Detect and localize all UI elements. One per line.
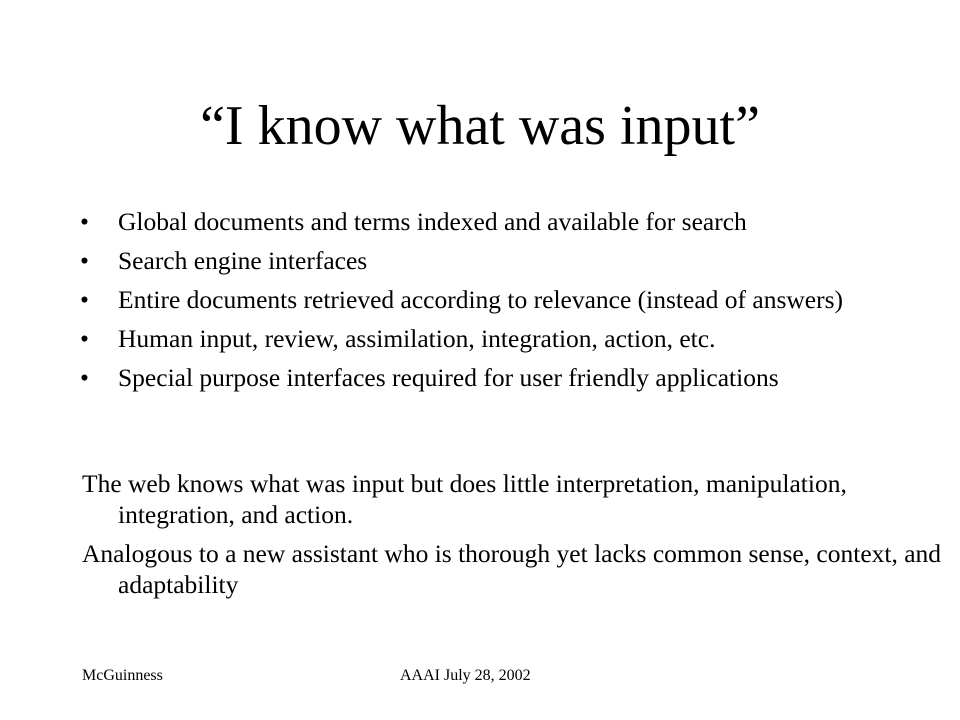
bullet-marker: •	[80, 207, 89, 236]
bullet-text: Entire documents retrieved according to relevance (instead of answers)	[118, 285, 844, 314]
bullet-text: Global documents and terms indexed and available for search	[118, 207, 747, 236]
paragraph-block	[82, 468, 942, 608]
bullet-item	[78, 362, 948, 393]
bullet-text: Human input, review, assimilation, integration, action, etc.	[118, 324, 716, 353]
bullet-marker: •	[80, 285, 89, 314]
bullet-marker: •	[80, 363, 89, 392]
bullet-marker: •	[80, 324, 89, 353]
bullet-item	[78, 206, 948, 237]
slide-title: “I know what was input”	[200, 95, 760, 157]
bullet-item	[78, 323, 948, 354]
bullet-item	[78, 245, 948, 276]
paragraph: Analogous to a new assistant who is thorough yet lacks common sense, context, and adaptability	[82, 539, 942, 599]
bullet-marker: •	[80, 246, 89, 275]
paragraph: The web knows what was input but does little interpretation, manipulation, integration, and action.	[82, 469, 847, 529]
footer-author: McGuinness	[82, 667, 163, 684]
footer-event: AAAI July 28, 2002	[400, 667, 531, 684]
bullet-text: Special purpose interfaces required for user friendly applications	[118, 363, 779, 392]
bullet-text: Search engine interfaces	[118, 246, 368, 275]
bullet-item	[78, 284, 948, 315]
bullet-list	[78, 206, 948, 401]
